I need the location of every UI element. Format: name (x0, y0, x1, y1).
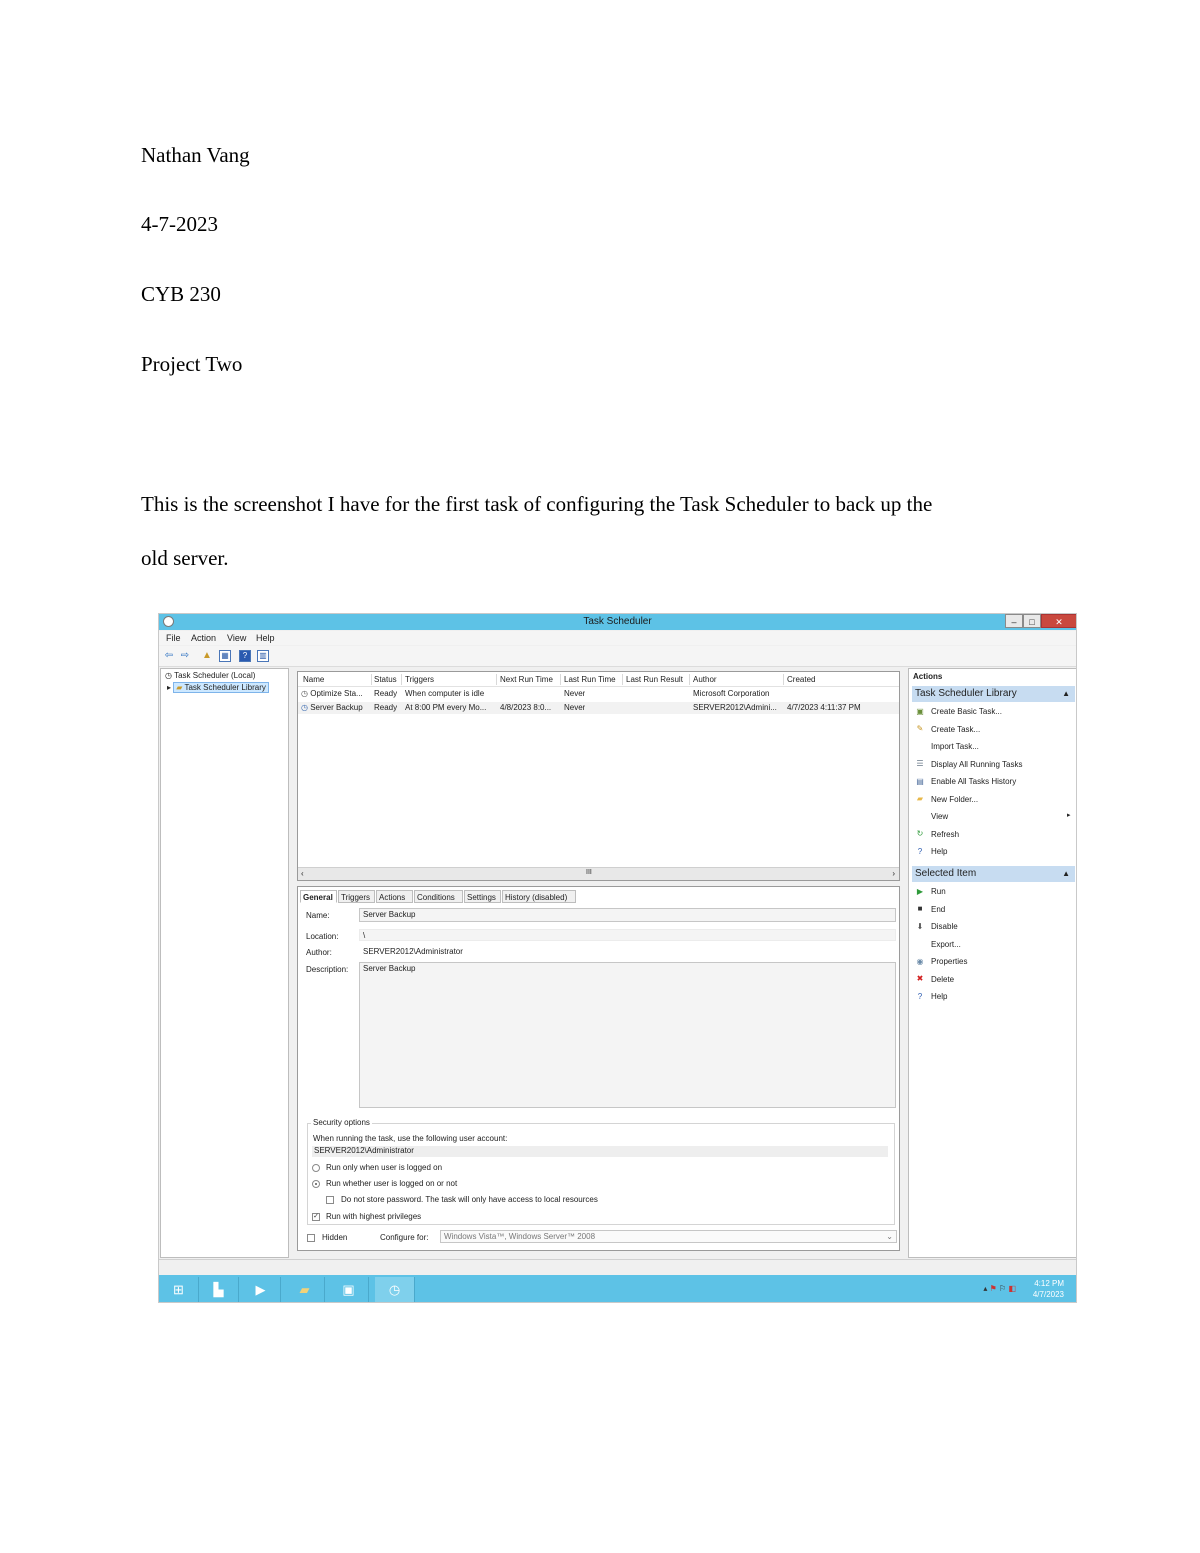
back-arrow-icon[interactable]: ⇦ (164, 650, 174, 661)
folder-icon: ▰ (916, 794, 924, 804)
action-item[interactable] (915, 845, 947, 859)
menu-bar (159, 631, 1076, 645)
location-label: Location: (306, 932, 339, 941)
taskbar-clock[interactable] (1033, 1278, 1064, 1300)
show-hide-action-pane-icon[interactable]: ▥ (257, 650, 269, 662)
submenu-arrow-icon: ▸ (1067, 812, 1071, 819)
folder-icon: ▰ (176, 683, 183, 692)
hidden-label: Hidden (322, 1233, 348, 1242)
action-item[interactable] (915, 990, 947, 1004)
blank-icon (915, 812, 925, 822)
action-label: New Folder... (931, 794, 979, 804)
history-icon: ▤ (916, 776, 924, 786)
column-header-triggers[interactable]: Triggers (405, 675, 435, 684)
row2-next-run: 4/8/2023 8:0... (500, 703, 552, 712)
scroll-thumb[interactable]: III (586, 869, 592, 876)
column-header-created[interactable]: Created (787, 675, 816, 684)
column-header-next-run[interactable]: Next Run Time (500, 675, 553, 684)
checkbox-no-password[interactable] (326, 1196, 334, 1204)
action-item[interactable] (915, 810, 948, 824)
column-header-name[interactable]: Name (303, 675, 325, 684)
clock-date: 4/7/2023 (1032, 1290, 1064, 1299)
author-label: Author: (306, 948, 332, 957)
tree-root[interactable] (165, 671, 255, 680)
help-icon[interactable]: ? (239, 650, 251, 662)
forward-arrow-icon[interactable]: ⇨ (180, 650, 190, 661)
action-item[interactable] (915, 723, 980, 737)
configure-select[interactable] (440, 1230, 897, 1243)
description-label: Description: (306, 965, 349, 974)
properties-icon: ◉ (916, 956, 924, 966)
status-bar (159, 1259, 1076, 1275)
action-label: Delete (931, 974, 955, 984)
actions-title: Actions (913, 672, 943, 681)
run-icon: ▶ (916, 886, 924, 896)
center-pane (295, 668, 903, 1258)
radio-logged-on-label: Run only when user is logged on (326, 1163, 443, 1172)
section-task-scheduler-library[interactable]: Task Scheduler Library ▲ (912, 686, 1075, 702)
row2-name: ◷ Server Backup (301, 703, 363, 712)
tray-arrow-icon[interactable]: ▴ (983, 1284, 988, 1293)
radio-whether-logged-on[interactable] (312, 1180, 320, 1188)
collapse-arrow-icon[interactable]: ▲ (1062, 869, 1070, 878)
row1-author: Microsoft Corporation (693, 689, 770, 698)
name-label: Name: (306, 911, 330, 920)
task-icon: ◷ (301, 689, 308, 698)
column-header-status[interactable]: Status (374, 675, 397, 684)
row1-last-run: Never (564, 689, 586, 698)
action-label: Disable (931, 922, 958, 931)
refresh-icon: ↻ (916, 829, 924, 839)
actions-pane (908, 668, 1077, 1258)
action-label: Display All Running Tasks (931, 759, 1023, 769)
system-tray (983, 1284, 1016, 1293)
security-prompt: When running the task, use the following user account: (313, 1134, 508, 1143)
action-item[interactable] (915, 973, 954, 987)
row1-name: ◷ Optimize Sta... (301, 689, 363, 698)
task-scheduler-taskbar-icon[interactable]: ◷ (375, 1277, 415, 1302)
running-tasks-icon: ☰ (916, 759, 924, 769)
tab-triggers[interactable]: Triggers (338, 890, 375, 903)
scroll-right-icon[interactable]: › (892, 869, 895, 878)
checkbox-hidden[interactable] (307, 1234, 315, 1242)
tree-child-label[interactable] (173, 682, 269, 693)
document-date: 4-7-2023 (141, 212, 218, 236)
task-scheduler-screenshot (158, 613, 1077, 1303)
disable-icon: ⬇ (916, 921, 924, 931)
horizontal-scrollbar[interactable] (298, 867, 899, 880)
action-item[interactable] (915, 775, 1016, 789)
tab-general[interactable]: General (300, 890, 337, 903)
security-account: SERVER2012\Administrator (312, 1146, 888, 1157)
server-manager-icon[interactable]: ▙ (199, 1277, 239, 1302)
volume-icon[interactable]: ◧ (1008, 1284, 1016, 1293)
menu-file[interactable]: File (166, 633, 181, 643)
task-icon: ◷ (301, 703, 308, 712)
file-explorer-icon[interactable]: ▰ (285, 1277, 325, 1302)
action-label: Refresh (931, 829, 960, 839)
paragraph-line-2: old server. (141, 546, 229, 570)
section-selected-item[interactable]: Selected Item ▲ (912, 866, 1075, 882)
toolbar (159, 646, 1076, 667)
row2-last-run: Never (564, 703, 586, 712)
configure-value: Windows Vista™, Windows Server™ 2008 (444, 1232, 596, 1241)
course-code: CYB 230 (141, 282, 221, 306)
action-label: Export... (931, 939, 961, 949)
column-header-author[interactable]: Author (693, 675, 717, 684)
blank-icon (915, 742, 925, 752)
configure-label: Configure for: (380, 1233, 429, 1242)
tree-child-text: Task Scheduler Library (184, 683, 266, 692)
action-label: Help (931, 992, 948, 1001)
action-label: Enable All Tasks History (931, 777, 1017, 786)
action-label: Import Task... (931, 742, 979, 751)
help-icon: ? (917, 991, 923, 1001)
highest-privileges-label: Run with highest privileges (326, 1212, 422, 1221)
tree-root-label: Task Scheduler (Local) (174, 671, 256, 680)
tree-child[interactable] (167, 683, 269, 692)
action-label: Help (931, 847, 948, 856)
show-hide-tree-icon[interactable]: ▦ (219, 650, 231, 662)
scroll-left-icon[interactable]: ‹ (301, 869, 304, 878)
location-value: \ (359, 929, 896, 941)
action-item[interactable] (915, 793, 978, 807)
row1-status: Ready (374, 689, 398, 698)
description-field[interactable]: Server Backup (359, 962, 896, 1108)
action-item[interactable] (915, 938, 961, 952)
chevron-down-icon: ⌄ (886, 1232, 893, 1241)
security-options-title: Security options (313, 1118, 370, 1127)
row2-status: Ready (374, 703, 398, 712)
tab-actions[interactable]: Actions (376, 890, 413, 903)
action-item[interactable] (915, 920, 958, 934)
radio-whether-label: Run whether user is logged on or not (326, 1179, 458, 1188)
up-folder-icon[interactable]: ▲ (202, 650, 212, 661)
navigation-tree (160, 668, 289, 1258)
column-header-last-run[interactable]: Last Run Time (564, 675, 616, 684)
action-label: Create Task... (931, 724, 981, 734)
action-item[interactable] (915, 955, 967, 969)
action-label: Create Basic Task... (931, 707, 1002, 716)
tab-conditions[interactable]: Conditions (414, 890, 463, 903)
menu-action[interactable]: Action (191, 633, 217, 643)
collapse-arrow-icon[interactable]: ▲ (1062, 689, 1070, 698)
security-options-group (307, 1118, 895, 1225)
radio-logged-on[interactable] (312, 1164, 320, 1172)
flag-icon[interactable]: ⚐ (999, 1284, 1007, 1293)
delete-icon: ✖ (916, 974, 924, 984)
window-titlebar (159, 614, 1076, 630)
powershell-icon[interactable]: ▶ (241, 1277, 281, 1302)
blank-icon (915, 939, 925, 949)
task-list (297, 671, 900, 881)
action-item[interactable] (915, 705, 1002, 719)
close-button[interactable]: ✕ (1041, 614, 1077, 628)
name-field[interactable]: Server Backup (359, 908, 896, 922)
minimize-button[interactable]: – (1005, 614, 1023, 628)
action-item[interactable] (915, 740, 979, 754)
action-label: Run (931, 887, 946, 896)
row2-triggers: At 8:00 PM every Mo... (405, 703, 487, 712)
menu-view[interactable]: View (227, 633, 247, 643)
tab-settings[interactable]: Settings (464, 890, 501, 903)
author-value: SERVER2012\Administrator (359, 945, 896, 957)
create-basic-task-icon: ▣ (916, 706, 924, 716)
action-label: End (931, 904, 946, 914)
author-name: Nathan Vang (141, 143, 250, 167)
clock-icon: ◷ (165, 671, 172, 680)
end-icon: ■ (917, 904, 923, 914)
action-item[interactable] (915, 885, 946, 899)
task-properties-panel (297, 886, 900, 1251)
action-label: Properties (931, 957, 968, 966)
maximize-button[interactable]: □ (1023, 614, 1041, 628)
network-icon[interactable]: ⚑ (989, 1284, 997, 1293)
row2-author: SERVER2012\Admini... (693, 703, 777, 712)
paragraph-line-1: This is the screenshot I have for the first task of configuring the Task Scheduler to back up the (141, 492, 933, 516)
checkbox-highest-privileges[interactable]: ✓ (313, 1213, 319, 1220)
row1-triggers: When computer is idle (405, 689, 485, 698)
row2-created: 4/7/2023 4:11:37 PM (787, 703, 861, 712)
clock-time: 4:12 PM (1034, 1279, 1064, 1288)
tab-history[interactable]: History (disabled) (502, 890, 576, 903)
action-label: View (931, 812, 949, 821)
menu-help[interactable]: Help (256, 633, 275, 643)
column-header-last-result[interactable]: Last Run Result (626, 675, 683, 684)
create-task-icon: ✎ (916, 724, 924, 734)
expand-arrow-icon[interactable]: ▸ (167, 683, 172, 692)
mmc-icon[interactable]: ▣ (329, 1277, 369, 1302)
assignment-title: Project Two (141, 352, 243, 376)
help-icon: ? (917, 846, 923, 856)
taskbar (159, 1275, 1076, 1303)
action-item[interactable] (915, 758, 1022, 772)
action-item[interactable] (915, 828, 959, 842)
no-password-label: Do not store password. The task will only have access to local resources (341, 1195, 598, 1204)
action-item[interactable] (915, 903, 945, 917)
window-title: Task Scheduler (583, 616, 652, 627)
start-button[interactable]: ⊞ (159, 1277, 199, 1302)
